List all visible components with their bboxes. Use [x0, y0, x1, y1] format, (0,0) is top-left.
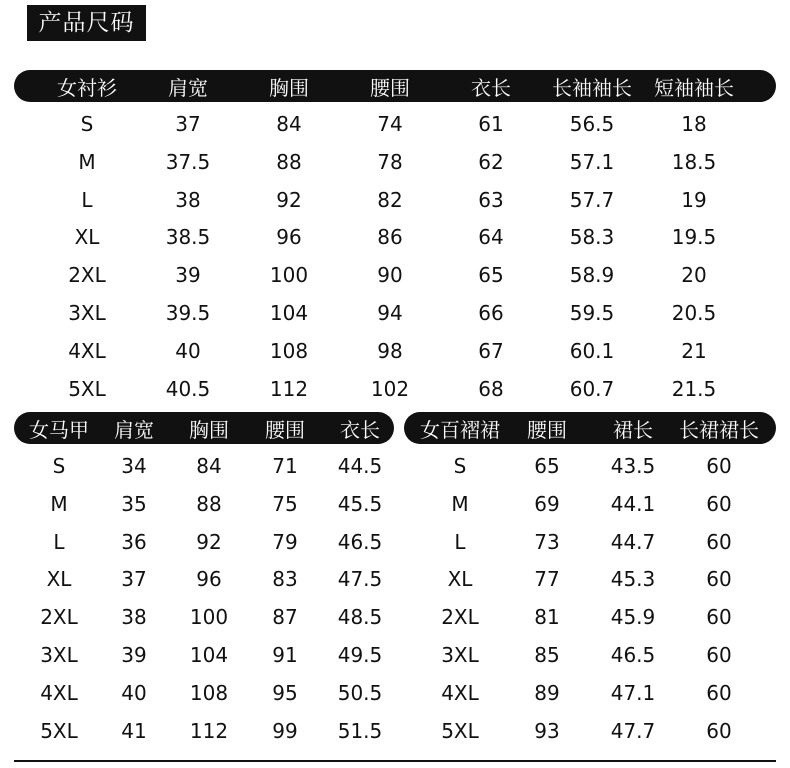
- skirt-cell: 46.5: [610, 643, 656, 667]
- vest-cell: S: [52, 454, 66, 478]
- shirt-cell: 38: [175, 187, 201, 212]
- skirt-cell: S: [453, 454, 467, 478]
- skirt-cell: 3XL: [441, 643, 479, 667]
- bottom-divider: [14, 760, 776, 762]
- shirt-cell: XL: [74, 225, 100, 250]
- shirt-cell: 65: [478, 263, 504, 288]
- shirt-cell: 56.5: [569, 112, 615, 136]
- skirt-cell: 77: [534, 567, 560, 592]
- table-row: [0, 674, 790, 712]
- table-row: [0, 485, 790, 523]
- vest-cell: 87: [272, 605, 298, 630]
- shirt-cell: 21.5: [671, 376, 717, 401]
- vest-cell: 44.5: [337, 454, 383, 478]
- vest-cell: 71: [272, 454, 298, 478]
- shirt-cell: 98: [377, 338, 403, 363]
- vest-cell: 51.5: [337, 718, 383, 743]
- shirt-cell: 58.9: [569, 263, 615, 288]
- skirt-header-cell: 长裙裙长: [679, 417, 759, 442]
- shirt-cell: 39.5: [165, 301, 211, 325]
- shirt-cell: 66: [478, 301, 504, 325]
- table-row: [0, 294, 790, 332]
- shirt-cell: 86: [377, 225, 403, 250]
- vest-cell: 84: [196, 454, 222, 478]
- shirt-cell: 19.5: [671, 225, 717, 250]
- vest-cell: 39: [121, 643, 147, 667]
- table-row: [0, 256, 790, 294]
- vest-cell: 47.5: [337, 567, 383, 592]
- shirt-cell: S: [80, 112, 94, 136]
- skirt-table-header: [404, 412, 776, 444]
- skirt-cell: M: [451, 491, 469, 516]
- vest-cell: 79: [272, 529, 298, 554]
- vest-cell: 112: [189, 718, 229, 743]
- vest-header-cell: 胸围: [189, 417, 229, 442]
- vest-cell: 95: [272, 680, 298, 705]
- skirt-cell: 47.1: [610, 680, 656, 705]
- shirt-cell: 68: [478, 376, 504, 401]
- shirt-cell: 102: [370, 376, 410, 401]
- skirt-cell: 60: [706, 643, 732, 667]
- skirt-cell: 60: [706, 605, 732, 630]
- shirt-cell: 63: [478, 187, 504, 212]
- vest-cell: 5XL: [40, 718, 78, 743]
- skirt-cell: 60: [706, 567, 732, 592]
- shirt-cell: 60.1: [569, 338, 615, 363]
- shirt-header-cell: 胸围: [269, 75, 309, 100]
- shirt-header-cell: 衣长: [471, 75, 511, 100]
- shirt-table-header: [14, 70, 776, 102]
- shirt-cell: 78: [377, 149, 403, 174]
- table-row: [0, 143, 790, 181]
- skirt-cell: 44.1: [610, 491, 656, 516]
- shirt-cell: 21: [681, 338, 707, 363]
- vest-cell: M: [50, 491, 68, 516]
- vest-cell: 83: [272, 567, 298, 592]
- vest-cell: 96: [196, 567, 222, 592]
- table-row: [0, 105, 790, 143]
- shirt-cell: 18.5: [671, 149, 717, 174]
- shirt-header-cell: 女衬衫: [57, 75, 117, 100]
- vest-cell: 75: [272, 491, 298, 516]
- skirt-cell: 69: [534, 491, 560, 516]
- skirt-cell: 65: [534, 454, 560, 478]
- table-row: [0, 370, 790, 408]
- shirt-cell: 84: [276, 112, 302, 136]
- shirt-cell: 64: [478, 225, 504, 250]
- shirt-cell: 90: [377, 263, 403, 288]
- shirt-cell: 37.5: [165, 149, 211, 174]
- shirt-cell: 38.5: [165, 225, 211, 250]
- shirt-cell: 92: [276, 187, 302, 212]
- vest-cell: 48.5: [337, 605, 383, 630]
- skirt-cell: 2XL: [441, 605, 479, 630]
- skirt-header-cell: 裙长: [613, 417, 653, 442]
- vest-cell: 46.5: [337, 529, 383, 554]
- vest-cell: 91: [272, 643, 298, 667]
- skirt-cell: 4XL: [441, 680, 479, 705]
- vest-cell: 38: [121, 605, 147, 630]
- shirt-cell: 2XL: [68, 263, 106, 288]
- shirt-cell: 59.5: [569, 301, 615, 325]
- vest-cell: 50.5: [337, 680, 383, 705]
- vest-header-cell: 女马甲: [29, 417, 89, 442]
- shirt-cell: 40: [175, 338, 201, 363]
- vest-cell: 3XL: [40, 643, 78, 667]
- vest-cell: 100: [189, 605, 229, 630]
- vest-cell: 35: [121, 491, 147, 516]
- skirt-cell: 81: [534, 605, 560, 630]
- page-title: 产品尺码: [27, 5, 146, 41]
- skirt-cell: 60: [706, 529, 732, 554]
- table-row: [0, 523, 790, 561]
- vest-cell: 99: [272, 718, 298, 743]
- shirt-header-cell: 短袖袖长: [654, 75, 734, 100]
- shirt-cell: 37: [175, 112, 201, 136]
- shirt-cell: L: [81, 187, 93, 212]
- shirt-cell: 82: [377, 187, 403, 212]
- shirt-cell: 112: [269, 376, 309, 401]
- vest-cell: 108: [189, 680, 229, 705]
- skirt-cell: 60: [706, 454, 732, 478]
- skirt-cell: 44.7: [610, 529, 656, 554]
- skirt-cell: L: [454, 529, 466, 554]
- shirt-cell: 19: [681, 187, 707, 212]
- shirt-cell: 96: [276, 225, 302, 250]
- skirt-cell: 43.5: [610, 454, 656, 478]
- vest-cell: L: [53, 529, 65, 554]
- shirt-cell: 20: [681, 263, 707, 288]
- shirt-cell: 108: [269, 338, 309, 363]
- shirt-cell: 4XL: [68, 338, 106, 363]
- shirt-cell: 67: [478, 338, 504, 363]
- skirt-header-cell: 腰围: [527, 417, 567, 442]
- vest-cell: 104: [189, 643, 229, 667]
- vest-cell: 88: [196, 491, 222, 516]
- skirt-cell: 60: [706, 718, 732, 743]
- skirt-cell: 73: [534, 529, 560, 554]
- skirt-cell: 5XL: [441, 718, 479, 743]
- vest-cell: 41: [121, 718, 147, 743]
- table-row: [0, 218, 790, 256]
- shirt-cell: 60.7: [569, 376, 615, 401]
- skirt-cell: 60: [706, 680, 732, 705]
- vest-table-header: [14, 412, 394, 444]
- table-row: [0, 560, 790, 598]
- shirt-cell: 5XL: [68, 376, 106, 401]
- shirt-header-cell: 长袖袖长: [552, 75, 632, 100]
- shirt-cell: 88: [276, 149, 302, 174]
- shirt-cell: 39: [175, 263, 201, 288]
- table-row: [0, 598, 790, 636]
- skirt-cell: XL: [447, 567, 473, 592]
- vest-cell: 40: [121, 680, 147, 705]
- vest-cell: 34: [121, 454, 147, 478]
- skirt-header-cell: 女百褶裙: [420, 417, 500, 442]
- skirt-cell: 85: [534, 643, 560, 667]
- vest-cell: 45.5: [337, 491, 383, 516]
- shirt-header-cell: 肩宽: [168, 75, 208, 100]
- skirt-cell: 93: [534, 718, 560, 743]
- vest-cell: 49.5: [337, 643, 383, 667]
- shirt-cell: 62: [478, 149, 504, 174]
- table-row: [0, 181, 790, 219]
- skirt-cell: 47.7: [610, 718, 656, 743]
- shirt-cell: 18: [681, 112, 707, 136]
- table-row: [0, 332, 790, 370]
- vest-cell: XL: [46, 567, 72, 592]
- skirt-cell: 45.3: [610, 567, 656, 592]
- vest-cell: 37: [121, 567, 147, 592]
- shirt-cell: 40.5: [165, 376, 211, 401]
- skirt-cell: 89: [534, 680, 560, 705]
- vest-cell: 36: [121, 529, 147, 554]
- shirt-cell: 74: [377, 112, 403, 136]
- shirt-cell: 20.5: [671, 301, 717, 325]
- table-row: [0, 636, 790, 674]
- shirt-cell: 58.3: [569, 225, 615, 250]
- vest-cell: 4XL: [40, 680, 78, 705]
- shirt-cell: 57.1: [569, 149, 615, 174]
- vest-cell: 2XL: [40, 605, 78, 630]
- shirt-cell: 94: [377, 301, 403, 325]
- shirt-header-cell: 腰围: [370, 75, 410, 100]
- shirt-cell: 104: [269, 301, 309, 325]
- shirt-cell: 61: [478, 112, 504, 136]
- vest-header-cell: 衣长: [340, 417, 380, 442]
- vest-header-cell: 肩宽: [114, 417, 154, 442]
- skirt-cell: 45.9: [610, 605, 656, 630]
- shirt-cell: 100: [269, 263, 309, 288]
- table-row: [0, 712, 790, 750]
- vest-header-cell: 腰围: [265, 417, 305, 442]
- table-row: [0, 447, 790, 485]
- shirt-cell: M: [78, 149, 96, 174]
- shirt-cell: 57.7: [569, 187, 615, 212]
- vest-cell: 92: [196, 529, 222, 554]
- shirt-cell: 3XL: [68, 301, 106, 325]
- skirt-cell: 60: [706, 491, 732, 516]
